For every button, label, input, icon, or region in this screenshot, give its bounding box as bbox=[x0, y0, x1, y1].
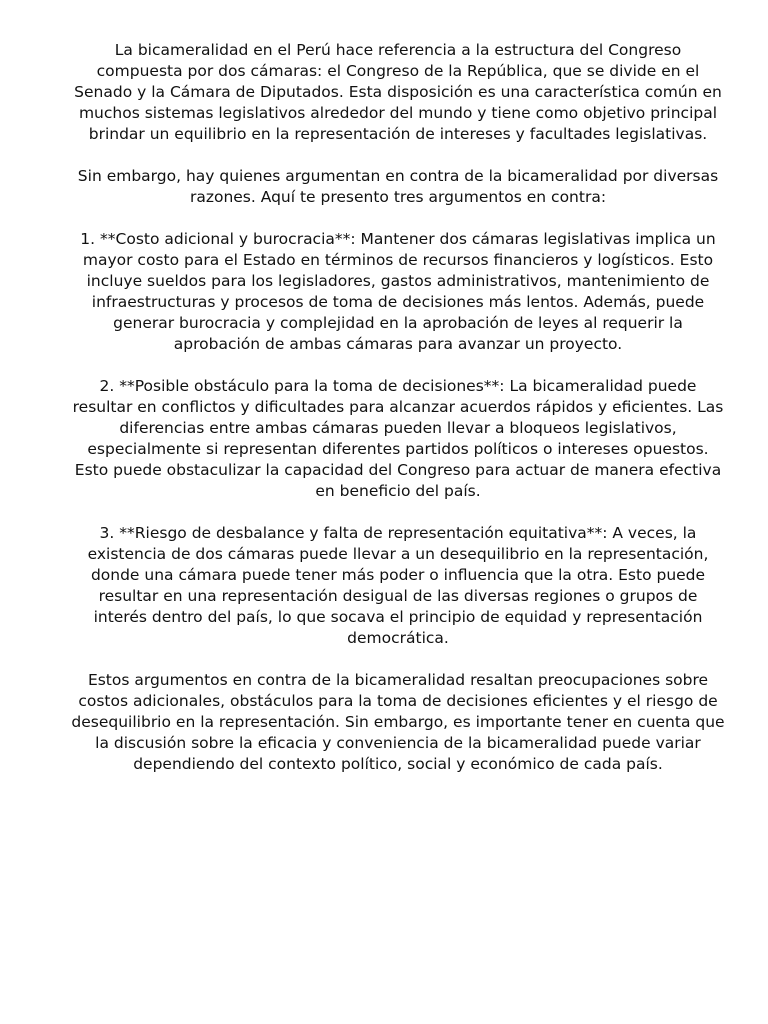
intro-paragraph: La bicameralidad en el Perú hace referencia a la estructura del Congreso compuesta por dos cámaras: el Congreso de la República, que se divide en el Senado y la Cámara de Diputados. Esta disposición es una característica común en muchos sistemas legislativos alrededor del mundo y tiene como objetivo principal brindar un equilibrio en la representación de intereses y facultades legislativas. bbox=[74, 41, 722, 143]
transition-paragraph: Sin embargo, hay quienes argumentan en contra de la bicameralidad por diversas razones. Aquí te presento tres argumentos en contra: bbox=[77, 167, 719, 206]
argument-2-paragraph: 2. **Posible obstáculo para la toma de decisiones**: La bicameralidad puede resultar en conflictos y dificultades para alcanzar acuerdos rápidos y eficientes. Las diferencias entre ambas cámaras pueden llevar a bloqueos legislativos, especialmente si representan diferentes partidos políticos o intereses opuestos. Esto puede obstaculizar la capacidad del Congreso para actuar de manera efectiva en beneficio del país. bbox=[72, 377, 724, 500]
conclusion-paragraph: Estos argumentos en contra de la bicameralidad resaltan preocupaciones sobre costos adicionales, obstáculos para la toma de decisiones eficientes y el riesgo de desequilibrio en la representación. Sin embargo, es importante tener en cuenta que la discusión sobre la eficacia y conveniencia de la bicameralidad puede variar dependiendo del contexto político, social y económico de cada país. bbox=[71, 671, 725, 773]
argument-1-paragraph: 1. **Costo adicional y burocracia**: Mantener dos cámaras legislativas implica un mayor costo para el Estado en términos de recursos financieros y logísticos. Esto incluye sueldos para los legisladores, gastos administrativos, mantenimiento de infraestructuras y procesos de toma de decisiones más lentos. Además, puede generar burocracia y complejidad en la aprobación de leyes al requerir la aprobación de ambas cámaras para avanzar un proyecto. bbox=[80, 230, 716, 353]
argument-3-paragraph: 3. **Riesgo de desbalance y falta de representación equitativa**: A veces, la existencia de dos cámaras puede llevar a un desequilibrio en la representación, donde una cámara puede tener más poder o influencia que la otra. Esto puede resultar en una representación desigual de las diversas regiones o grupos de interés dentro del país, lo que socava el principio de equidad y representación democrática. bbox=[87, 524, 709, 647]
document-page bbox=[70, 40, 726, 796]
